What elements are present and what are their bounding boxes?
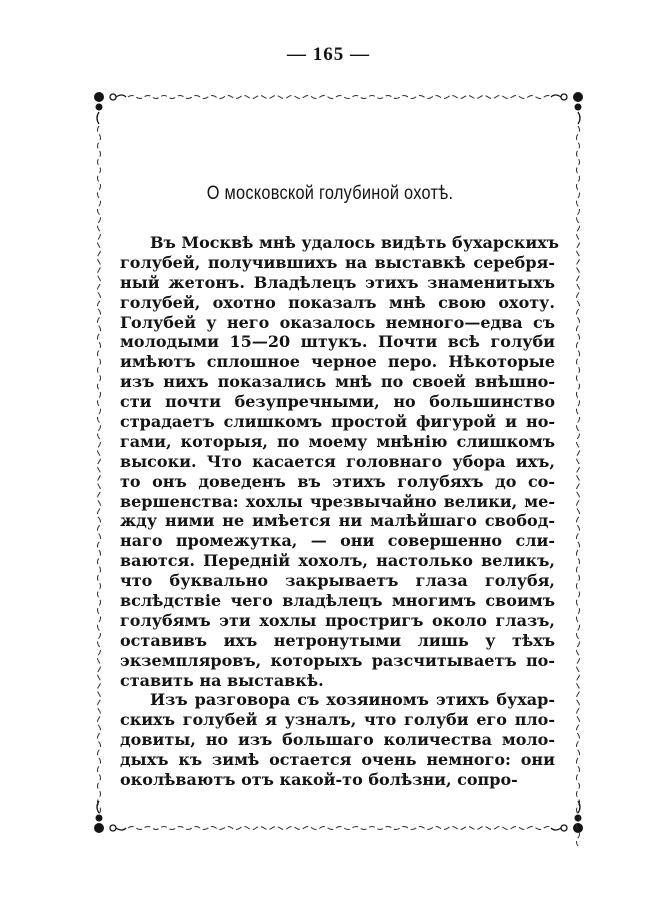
text-line: довиты, но изъ большаго количества моло-: [120, 730, 555, 750]
paragraph-2: [120, 690, 555, 789]
text-line: оставивъ ихъ нетронутыми лишь у тѣхъ: [120, 630, 555, 650]
article-body: [120, 233, 560, 790]
border-left: [98, 126, 101, 814]
text-line: Въ Москвѣ мнѣ удалось видѣть бухарскихъ: [150, 233, 560, 252]
text-line: голубямъ эти хохлы простригъ около глазъ,: [120, 610, 555, 630]
text-line: Голубей у него оказалось немного—едва съ: [120, 312, 555, 332]
text-line: голубей, получившихъ на выставкѣ серебря-: [120, 252, 555, 272]
text-line: скихъ голубей я узналъ, что голуби его пло-: [120, 710, 555, 730]
text-line: экземпляровъ, которыхъ разсчитываетъ по-: [120, 650, 555, 670]
text-line: вслѣдствіе чего владѣлецъ многимъ своимъ: [120, 591, 555, 611]
text-line: вершенства: хохлы чрезвычайно велики, ме-: [120, 491, 555, 511]
text-line: сти почти безупречными, но большинство: [120, 392, 555, 412]
text-line: что буквально закрываетъ глаза голубя,: [120, 571, 555, 591]
text-line: ный жетонъ. Владѣлецъ этихъ знаменитыхъ: [120, 272, 555, 292]
text-line: страдаетъ слишкомъ простой фигурой и но-: [120, 412, 555, 432]
text-line: то онъ доведенъ въ этихъ голубяхъ до со-: [120, 471, 555, 491]
article-title: О московской голубиной охотѣ.: [206, 183, 454, 204]
text-line: молодыми 15—20 штукъ. Почти всѣ голуби: [120, 332, 555, 352]
text-line: жду ними не имѣется ни малѣйшаго свобод-: [120, 511, 555, 531]
text-line: ставить на выставкѣ.: [120, 670, 324, 690]
corner-ornament-top-left: [94, 92, 126, 124]
text-line: имѣютъ сплошное черное перо. Нѣкоторые: [120, 352, 555, 372]
text-line: ваются. Передній хохолъ, настолько великъ,: [120, 551, 555, 571]
border-bottom: [128, 827, 552, 830]
text-line: наго промежутка, — они совершенно сли-: [120, 531, 555, 551]
text-line: Изъ разговора съ хозяиномъ этихъ бухар-: [150, 690, 555, 710]
text-line: голубей, охотно показалъ мнѣ свою охоту.: [120, 292, 555, 312]
page-number: — 165 —: [287, 44, 370, 65]
border-right: [577, 126, 580, 846]
border-top: [128, 96, 552, 99]
text-line: высоки. Что касается головнаго убора ихъ,: [120, 451, 555, 471]
paragraph-1: [120, 233, 560, 690]
text-line: дыхъ къ зимѣ остается очень немного: они: [120, 750, 555, 770]
text-line: гами, которыя, по моему мнѣнію слишкомъ: [120, 431, 555, 451]
corner-ornament-top-right: [551, 92, 583, 124]
text-line: околѣваютъ отъ какой-то болѣзни, сопро-: [120, 770, 518, 790]
text-line: изъ нихъ показались мнѣ по своей внѣшно-: [120, 372, 555, 392]
